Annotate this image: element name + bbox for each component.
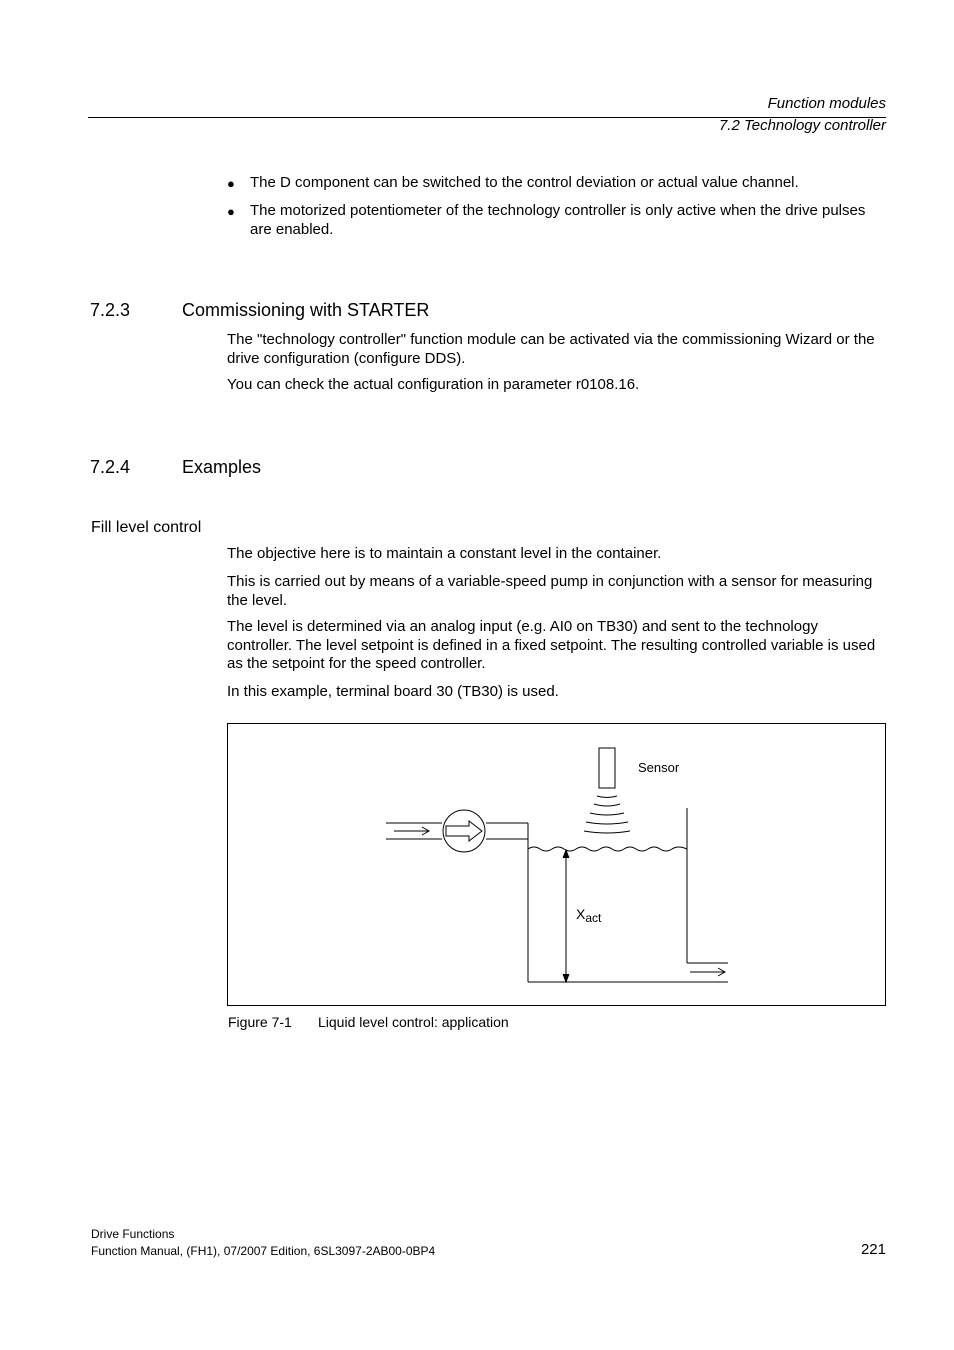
footer-title: Drive Functions: [91, 1227, 175, 1241]
liquid-surface: [528, 847, 687, 851]
bullet-marker: ●: [227, 204, 235, 219]
sensor-wave: [597, 796, 617, 798]
pump-circle: [443, 810, 485, 852]
sensor-wave: [586, 822, 628, 824]
sensor-wave: [590, 813, 624, 815]
figure-caption-number: Figure 7-1: [228, 1014, 292, 1030]
figure-frame: [227, 723, 886, 1006]
sensor-wave: [594, 804, 620, 806]
bullet-item: The D component can be switched to the control deviation or actual value channel.: [250, 174, 799, 191]
xact-label: Xact: [576, 906, 602, 925]
bullet-marker: ●: [227, 176, 235, 191]
section-title: Examples: [182, 457, 262, 477]
section-title: Commissioning with STARTER: [182, 300, 430, 320]
paragraph: The objective here is to maintain a constant level in the container.: [227, 545, 662, 562]
header-chapter: Function modules: [767, 95, 886, 112]
footer-edition: Function Manual, (FH1), 07/2007 Edition, 6SL3097-2AB00-0BP4: [91, 1244, 436, 1258]
section-number: 7.2.3: [90, 300, 131, 320]
liquid-level-diagram: [228, 724, 885, 1005]
section-number: 7.2.4: [90, 457, 131, 477]
paragraph: The level is determined via an analog input (e.g. AI0 on TB30) and sent to the technology controller. The level setpoint is defined in a fixed setpoint. The resulting controlled variable is used as the setpoint for the speed controller.: [227, 618, 876, 672]
sensor-label: Sensor: [638, 760, 680, 775]
paragraph: You can check the actual configuration in parameter r0108.16.: [227, 376, 640, 393]
sensor-wave: [584, 831, 630, 833]
pump-arrow-icon: [446, 821, 482, 841]
header-rule: [88, 117, 886, 118]
paragraph: In this example, terminal board 30 (TB30) is used.: [227, 683, 559, 700]
paragraph: The "technology controller" function module can be activated via the commissioning Wizard or the drive configuration (configure DDS).: [227, 331, 875, 367]
page-number: 221: [860, 1241, 886, 1258]
subsection-heading: Fill level control: [91, 519, 202, 536]
bullet-item: The motorized potentiometer of the technology controller is only active when the drive pulses are enabled.: [250, 202, 866, 238]
figure-caption-text: Liquid level control: application: [318, 1014, 509, 1030]
paragraph: This is carried out by means of a variable-speed pump in conjunction with a sensor for measuring the level.: [227, 573, 873, 609]
header-section: 7.2 Technology controller: [718, 117, 886, 134]
sensor-body: [599, 748, 615, 788]
